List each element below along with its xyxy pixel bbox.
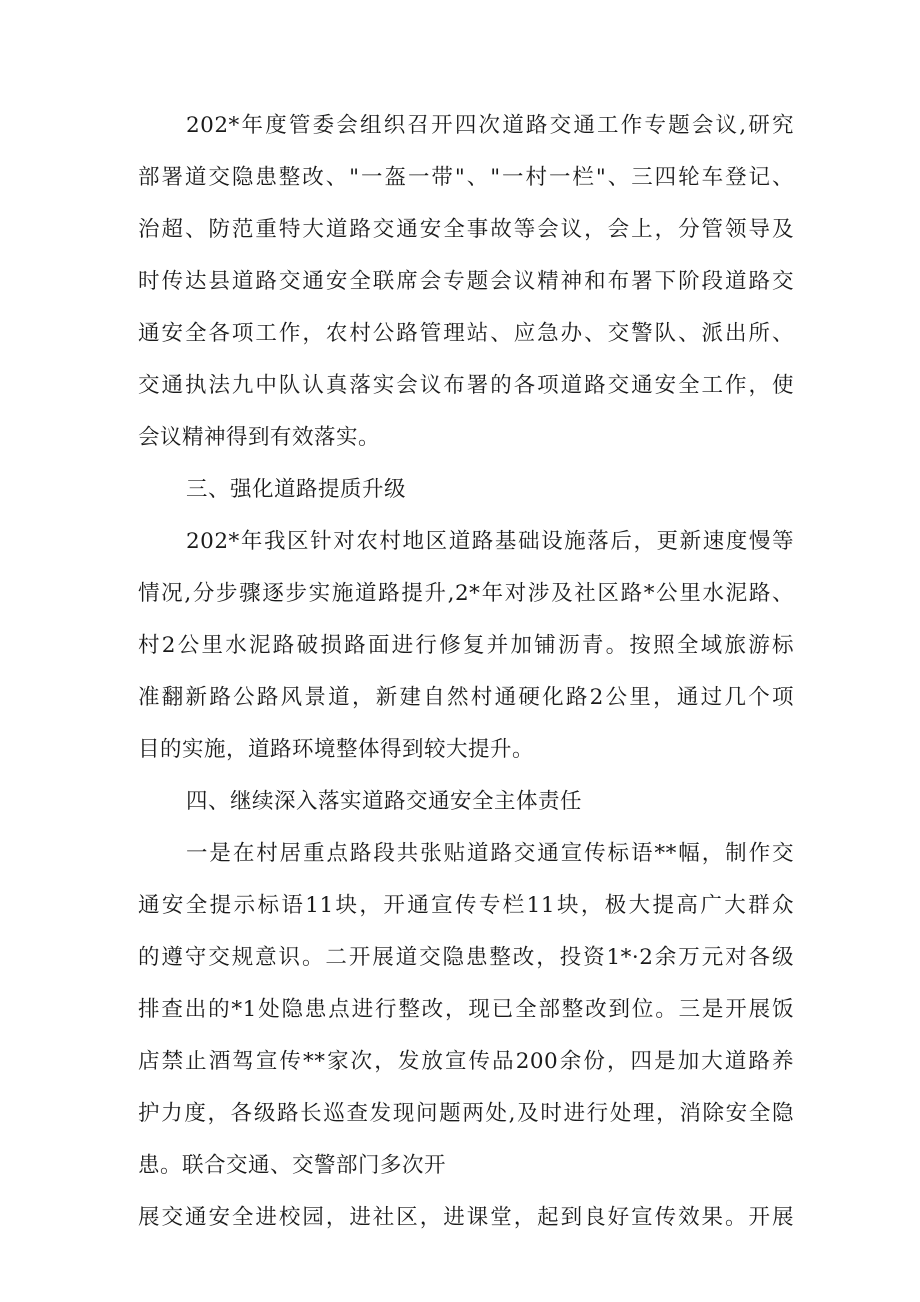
paragraph-line: 店禁止酒驾宣传**家次，发放宣传品200余份，四是加大道路养 bbox=[138, 1049, 794, 1074]
paragraph-line: 情况,分步骤逐步实施道路提升,2*年对涉及社区路*公里水泥路、 bbox=[138, 581, 794, 606]
paragraph-line: 交通执法九中队认真落实会议布署的各项道路交通安全工作，使 bbox=[138, 373, 794, 398]
section-heading: 四、继续深入落实道路交通安全主体责任 bbox=[186, 789, 583, 814]
paragraph-line: 患。联合交通、交警部门多次开 bbox=[138, 1153, 447, 1178]
paragraph-line: 通安全各项工作，农村公路管理站、应急办、交警队、派出所、 bbox=[138, 321, 794, 346]
paragraph-line: 护力度，各级路长巡查发现问题两处,及时进行处理，消除安全隐 bbox=[138, 1101, 794, 1126]
paragraph-line: 的遵守交规意识。二开展道交隐患整改，投资1*·2余万元对各级 bbox=[138, 945, 794, 970]
paragraph-line: 一是在村居重点路段共张贴道路交通宣传标语**幅，制作交 bbox=[186, 841, 794, 866]
paragraph-line: 准翻新路公路风景道，新建自然村通硬化路2公里，通过几个项 bbox=[138, 685, 794, 710]
paragraph-line: 展交通安全进校园，进社区，进课堂，起到良好宣传效果。开展 bbox=[138, 1205, 794, 1230]
paragraph-line: 时传达县道路交通安全联席会专题会议精神和布署下阶段道路交 bbox=[138, 269, 794, 294]
paragraph-line: 治超、防范重特大道路交通安全事故等会议，会上，分管领导及 bbox=[138, 217, 794, 242]
paragraph-line: 202*年度管委会组织召开四次道路交通工作专题会议,研究 bbox=[186, 113, 794, 138]
paragraph-line: 会议精神得到有效落实。 bbox=[138, 425, 381, 450]
paragraph-line: 202*年我区针对农村地区道路基础设施落后，更新速度慢等 bbox=[186, 529, 794, 554]
paragraph-line: 排查出的*1处隐患点进行整改，现已全部整改到位。三是开展饭 bbox=[138, 997, 794, 1022]
paragraph-line: 目的实施，道路环境整体得到较大提升。 bbox=[138, 737, 535, 762]
document-page bbox=[138, 106, 794, 1250]
paragraph-line: 部署道交隐患整改、"一盔一带"、"一村一栏"、三四轮车登记、 bbox=[138, 165, 794, 190]
paragraph-line: 村2公里水泥路破损路面进行修复并加铺沥青。按照全域旅游标 bbox=[138, 633, 794, 658]
section-heading: 三、强化道路提质升级 bbox=[186, 477, 407, 502]
paragraph-line: 通安全提示标语11块，开通宣传专栏11块，极大提高广大群众 bbox=[138, 893, 794, 918]
